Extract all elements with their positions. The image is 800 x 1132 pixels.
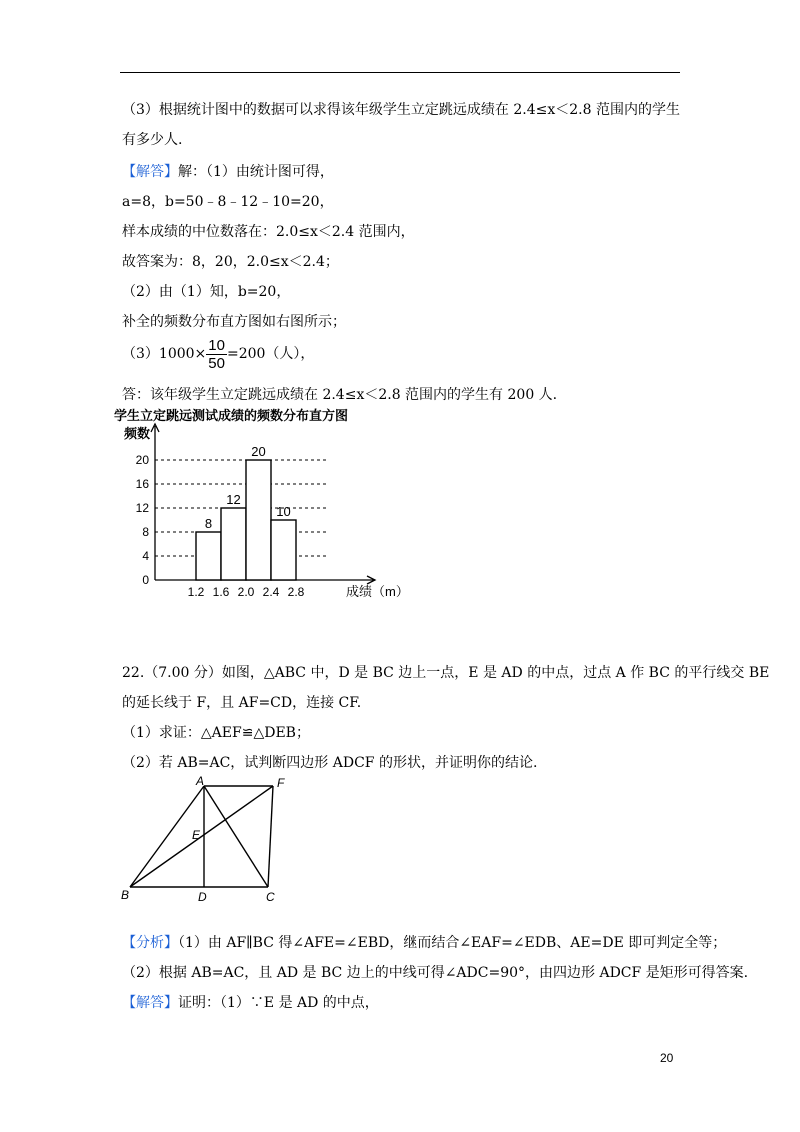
q21-answer-line: 答：该年级学生立定跳远成绩在 2.4≤x＜2.8 范围内的学生有 200 人.: [122, 387, 558, 403]
q21-part3-line1: （3）根据统计图中的数据可以求得该年级学生立定跳远成绩在 2.4≤x＜2.8 范围内的学生: [122, 102, 680, 118]
point-label-b: B: [121, 888, 130, 902]
q22-line3: （1）求证：△AEF≌△DEB；: [122, 725, 310, 741]
x-tick-label-0: 1.2: [187, 585, 205, 599]
solution-text: 解：（1）由统计图可得，: [178, 164, 334, 180]
y-tick-label-20: 20: [135, 453, 149, 467]
y-tick-label-16: 16: [135, 477, 149, 491]
bar-value-label-1: 12: [226, 492, 241, 507]
fraction-denominator: 50: [208, 354, 225, 372]
q21-part3-line2: 有多少人.: [122, 132, 183, 148]
q22-solution-line1: [122, 994, 379, 1012]
q21-solution-line3: 样本成绩的中位数落在：2.0≤x＜2.4 范围内，: [122, 224, 415, 240]
y-tick-label-4: 4: [142, 549, 149, 563]
q22-analysis-line2: （2）根据 AB=AC，且 AD 是 BC 边上的中线可得∠ADC=90°，由四边形 ADCF 是矩形可得答案.: [122, 965, 749, 981]
q22-line1: 22.（7.00 分）如图，△ABC 中，D 是 BC 边上一点，E 是 AD 的中点，过点 A 作 BC 的平行线交 BE: [122, 665, 770, 681]
x-tick-label-1: 1.6: [212, 585, 230, 599]
q21-solution-line5: （2）由（1）知，b=20，: [122, 284, 291, 300]
x-tick-label-2: 2.0: [237, 585, 255, 599]
segment-bf: [130, 786, 273, 887]
solution-tag: 【解答】: [122, 995, 178, 1011]
fraction: [206, 337, 227, 372]
bar-1: [221, 508, 246, 580]
geometry-figure: [118, 775, 298, 905]
q21-solution-line4: 故答案为：8，20，2.0≤x＜2.4；: [122, 254, 339, 270]
bar-value-label-3: 10: [276, 504, 291, 519]
q21-solution-line1: [122, 163, 334, 181]
point-label-e: E: [192, 828, 201, 842]
y-tick-label-12: 12: [135, 501, 149, 515]
bar-3: [271, 520, 296, 580]
segment-ac: [204, 786, 268, 887]
page-number: 20: [660, 1051, 674, 1065]
bar-2: [246, 460, 271, 580]
bar-value-label-2: 20: [251, 444, 266, 459]
q21-solution-line6: 补全的频数分布直方图如右图所示；: [122, 314, 346, 330]
x-tick-label-4: 2.8: [287, 585, 305, 599]
solution-tag: 【解答】: [122, 164, 178, 180]
bar-0: [196, 532, 221, 580]
calc-prefix: （3）1000×: [122, 346, 207, 362]
q22-analysis-line1: [122, 934, 726, 952]
x-tick-label-3: 2.4: [262, 585, 280, 599]
analysis-tag: 【分析】: [122, 935, 178, 951]
calc-suffix: =200（人），: [226, 346, 315, 362]
q22-line2: 的延长线于 F，且 AF=CD，连接 CF.: [122, 695, 362, 711]
q22-line4: （2）若 AB=AC，试判断四边形 ADCF 的形状，并证明你的结论.: [122, 755, 538, 771]
q21-solution-line2: a=8，b=50﹣8﹣12﹣10=20，: [122, 194, 334, 210]
solution-text: 证明：（1）∵E 是 AD 的中点，: [178, 995, 379, 1011]
x-axis-label: 成绩（m）: [346, 584, 409, 599]
y-tick-label-8: 8: [142, 525, 149, 539]
header-rule: [120, 72, 680, 73]
point-label-c: C: [266, 890, 275, 904]
point-label-a: A: [196, 775, 205, 788]
y-tick-label-0: 0: [142, 573, 149, 587]
segment-fc: [268, 786, 273, 887]
chart-title: 学生立定跳远测试成绩的频数分布直方图: [114, 408, 349, 423]
bar-value-label-0: 8: [204, 516, 213, 531]
point-label-f: F: [277, 776, 285, 790]
q21-solution-line7: [122, 336, 314, 372]
analysis-text: （1）由 AF∥BC 得∠AFE=∠EBD，继而结合∠EAF=∠EDB、AE=DE 即可判定全等；: [178, 935, 727, 951]
point-label-d: D: [198, 890, 207, 904]
histogram-chart: [110, 404, 410, 604]
y-axis-label: 频数: [124, 426, 151, 441]
fraction-numerator: 10: [208, 336, 225, 354]
